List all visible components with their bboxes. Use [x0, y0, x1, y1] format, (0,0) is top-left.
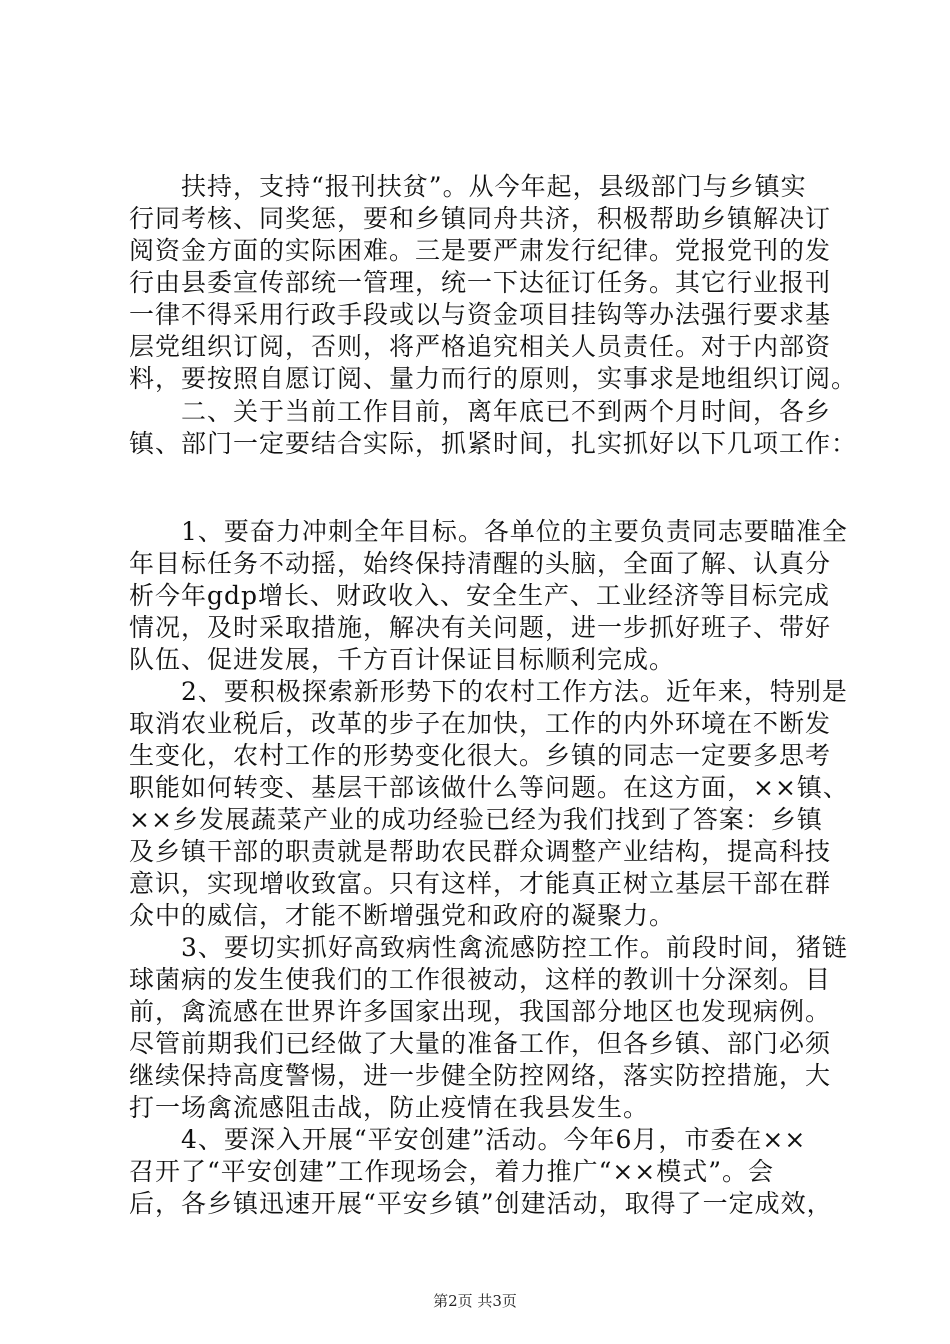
text-line: 取消农业税后，改革的步子在加快，工作的内外环境在不断发 — [129, 709, 832, 738]
text-line: 4、要深入开展“平安创建”活动。今年6月，市委在×× — [129, 1125, 807, 1154]
text-line: 扶持，支持“报刊扶贫”。从今年起，县级部门与乡镇实 — [129, 172, 807, 201]
page-footer: 第2页 共3页 — [433, 1292, 517, 1310]
paragraph-block-3 — [129, 516, 849, 1220]
text-line: 球菌病的发生使我们的工作很被动，这样的教训十分深刻。目 — [129, 965, 832, 994]
text-line: 打一场禽流感阻击战，防止疫情在我县发生。 — [129, 1093, 650, 1122]
text-line: 析今年gdp增长、财政收入、安全生产、工业经济等目标完成 — [129, 581, 831, 610]
text-line: 众中的威信，才能不断增强党和政府的凝聚力。 — [129, 901, 676, 930]
text-line: ××乡发展蔬菜产业的成功经验已经为我们找到了答案：乡镇 — [129, 805, 823, 834]
text-line: 阅资金方面的实际困难。三是要严肃发行纪律。党报党刊的发 — [129, 236, 832, 265]
text-line: 生变化，农村工作的形势变化很大。乡镇的同志一定要多思考 — [129, 741, 832, 770]
text-line: 意识，实现增收致富。只有这样，才能真正树立基层干部在群 — [129, 869, 832, 898]
text-line: 职能如何转变、基层干部该做什么等问题。在这方面，××镇、 — [129, 773, 849, 802]
text-line: 层党组织订阅，否则，将严格追究相关人员责任。对于内部资 — [129, 332, 832, 361]
text-line: 镇、部门一定要结合实际，抓紧时间，扎实抓好以下几项工作： — [129, 429, 858, 458]
text-line: 一律不得采用行政手段或以与资金项目挂钩等办法强行要求基 — [129, 300, 832, 329]
text-line: 料，要按照自愿订阅、量力而行的原则，实事求是地组织订阅。 — [129, 364, 858, 393]
text-line: 尽管前期我们已经做了大量的准备工作，但各乡镇、部门必须 — [129, 1029, 832, 1058]
text-line: 召开了“平安创建”工作现场会，着力推广“××模式”。会 — [129, 1157, 775, 1186]
text-line: 行由县委宣传部统一管理，统一下达征订任务。其它行业报刊 — [129, 268, 832, 297]
text-line: 行同考核、同奖惩，要和乡镇同舟共济，积极帮助乡镇解决订 — [129, 204, 832, 233]
text-line: 3、要切实抓好高致病性禽流感防控工作。前段时间，猪链 — [129, 933, 848, 962]
text-line: 前，禽流感在世界许多国家出现，我国部分地区也发现病例。 — [129, 997, 832, 1026]
text-line: 二、关于当前工作目前，离年底已不到两个月时间，各乡 — [129, 397, 832, 426]
text-line: 年目标任务不动摇，始终保持清醒的头脑，全面了解、认真分 — [129, 549, 832, 578]
text-line: 情况，及时采取措施，解决有关问题，进一步抓好班子、带好 — [129, 613, 832, 642]
text-line: 队伍、促进发展，千方百计保证目标顺利完成。 — [129, 645, 676, 674]
text-line: 1、要奋力冲刺全年目标。各单位的主要负责同志要瞄准全 — [129, 517, 848, 546]
paragraph-block-2 — [129, 396, 858, 460]
text-line: 及乡镇干部的职责就是帮助农民群众调整产业结构，提高科技 — [129, 837, 832, 866]
paragraph-block-1 — [129, 171, 858, 395]
text-line: 后，各乡镇迅速开展“平安乡镇”创建活动，取得了一定成效， — [129, 1189, 833, 1218]
text-line: 2、要积极探索新形势下的农村工作方法。近年来，特别是 — [129, 677, 848, 706]
text-line: 继续保持高度警惕，进一步健全防控网络，落实防控措施，大 — [129, 1061, 832, 1090]
